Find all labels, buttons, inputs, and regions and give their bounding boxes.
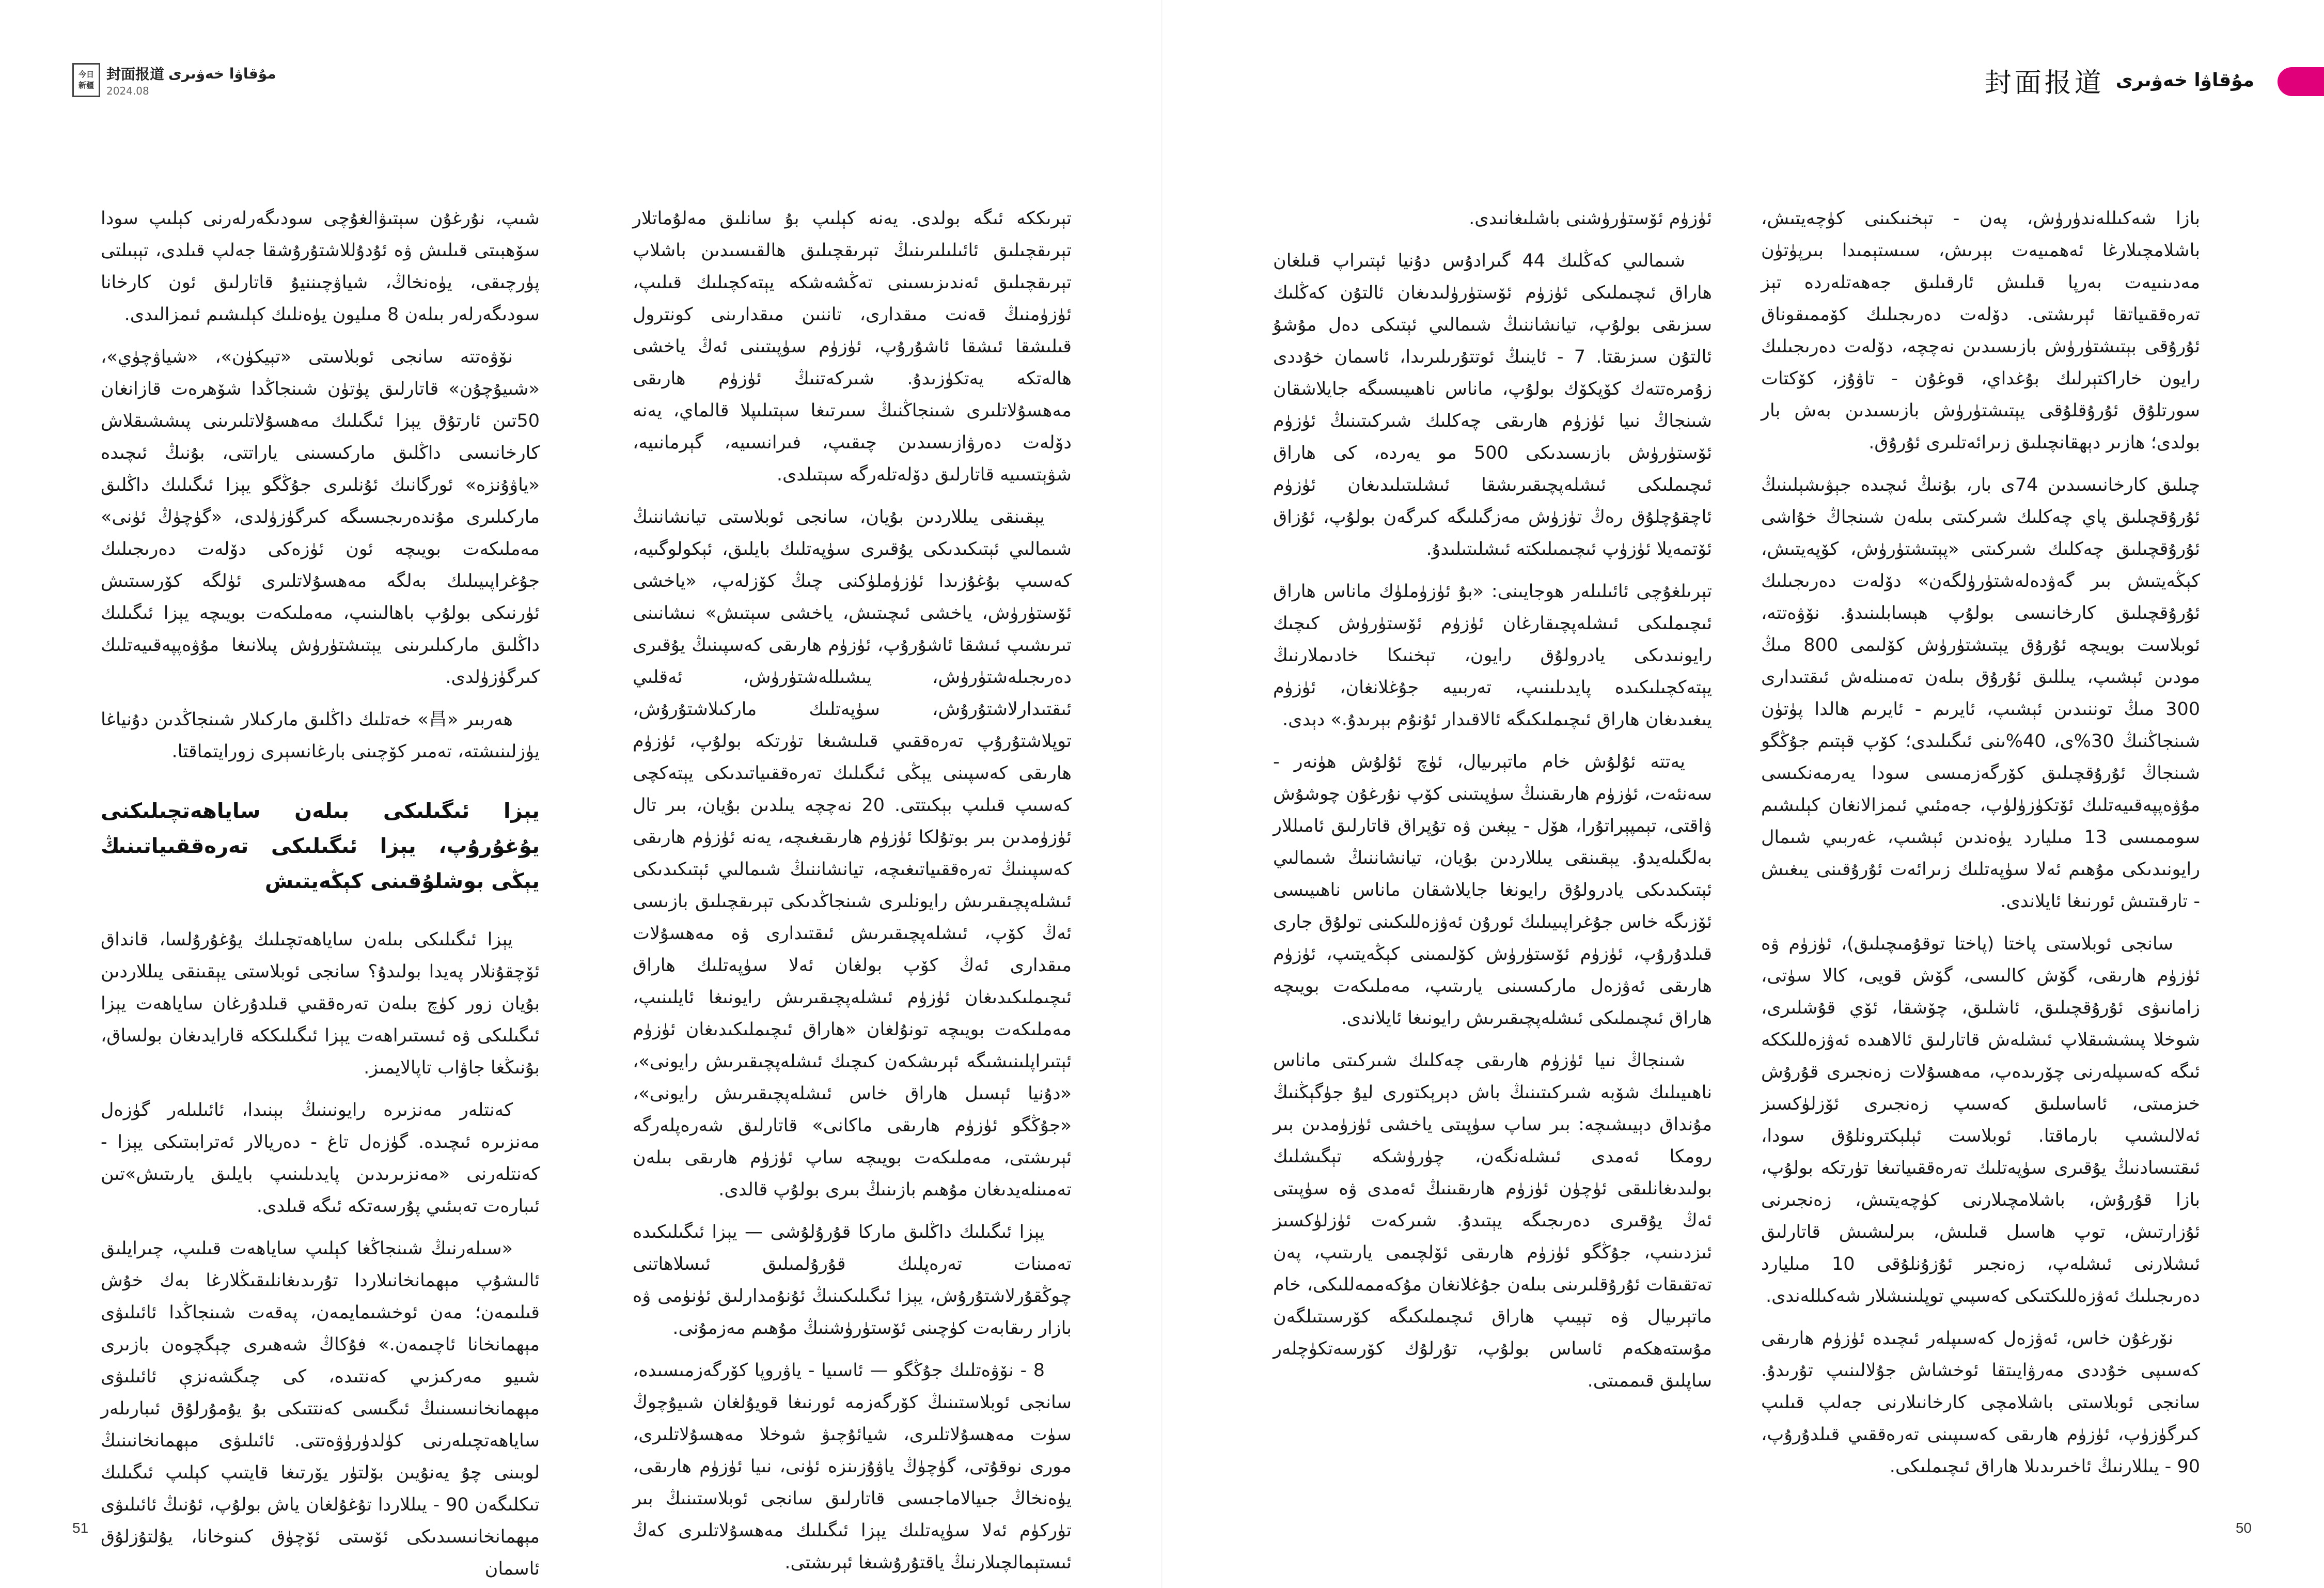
paragraph: نۆۋەتتە سانجى ئوبلاستى «تېيكۈن»، «شياۋچۈي»، «شىيۇچۇن» قاتارلىق پۈتۈن شىنجاڭدا شۆھرەت قازانغان 50تىن ئارتۇق يېزا ئىگىلىك مەھسۇلاتلىرىنى پىششىقلاش كارخانىسى داڭلىق ماركىسىنى ياراتتى، بۇنىڭ ئىچىدە «ياۋۇنزە» ئورگانىك ئۇنلىرى جۇڭگو يېزا ئىگىلىك داڭلىق ماركىلىرى مۇندەرىجىسىگە كىرگۈزۈلدى، «گۈچۈڭ ئۈنى» مەملىكەت بويىچە ئون ئۈزەكى دۆلەت دەرىجىلىك جۇغراپىيىلىك بەلگە مەھسۇلاتلىرى ئۈلگە كۆرسىتىش ئۈرنىكى بولۇپ باھالىنىپ، مەملىكەت بويىچە يېزا ئىگىلىك داڭلىق ماركىلىرىنى يېتىشتۈرۈش پىلانىغا مۇۋەپپەقىيەتلىك كىرگۈزۈلدى. [101,347,540,688]
section-tab-marker [2278,67,2324,96]
paragraph: ئۈزۈم ئۆستۈرۈشنى باشلىغانىدى. [1469,208,1712,229]
paragraph: يېقىنقى يىللاردىن بۇيان، سانجى ئوبلاستى تيانشاننىڭ شىمالىي ئېتىكىدىكى يۇقىرى سۈپەتلىك بايلىق، ئېكولوگىيە، كەسىپ بۇغۇزىدا ئۈزۈملۈكنى چىڭ كۆزلەپ، «ياخشى ئۆستۈرۈش، ياخشى ئىچىتىش، ياخشى سېتىش» نىشانىنى تىرىشىپ ئىشقا ئاشۇرۇپ، ئۈزۈم ھارىقى كەسپىنىڭ يۇقىرى دەرىجىلەشتۈرۈش، يىشىللەشتۈرۈش، ئەقلىي ئىقتىدارلاشتۇرۇش، سۈپەتلىك ماركىلاشتۇرۇش، توپلاشتۇرۇپ تەرەققىي قىلىشىغا تۈرتكە بولۇپ، ئۈزۈم ھارىقى كەسپىنى يېڭى ئىگىلىك تەرەققىياتىدىكى يېتەكچى كەسىپ قىلىپ بېكىتتى. 20 نەچچە يىلدىن بۇيان، بىر تال ئۈزۈمدىن بىر بوتۇلكا ئۈزۈم ھارىقىغىچە، يەنە ئۈزۈم ھارىقى كەسپىنىڭ تەرەققىياتىغىچە، تيانشاننىڭ شىمالىي ئېتىكىدىكى ئىشلەپچىقىرىش رايونلىرى شىنجاڭدىكى تېرىقچىلىق بازىسى ئەڭ كۆپ، ئىشلەپچىقىرىش ئىقتىدارى ۋە مەھسۇلات مىقدارى ئەڭ كۆپ بولغان ئەلا سۈپەتلىك ھاراق ئىچىملىكىدىغان ئۈزۈم ئىشلەپچىقىرىش رايونىغا ئايلىنىپ، مەملىكەت بويىچە تونۇلغان «ھاراق ئىچىملىكىدىغان ئۈزۈم ئېتىراپلىنىشىگە ئېرىشكەن كىچىك ئىشلەپچىقىرىش رايونى»، «دۇنيا ئېسىل ھاراق خاس ئىشلەپچىقىرىش رايونى»، «جۇڭگو ئۈزۈم ھارىقى ماكانى» قاتارلىق شەرەپلەرگە ئېرىشتى، مەملىكەت بويىچە ساپ ئۈزۈم ھارىقى بىلەن تەمىنلەيدىغان مۇھىم بازىنىڭ بىرى بولۇپ قالدى. [633,507,1072,1200]
section-heading: يېزا ئىگىلىكى بىلەن ساياھەتچىلىكنى يۇغۇرۇپ، يېزا ئىگىلىكى تەرەققىياتىنىڭ يېڭى بوشلۇقىنى كېڭەيتىش [101,799,540,893]
paragraph: سانجى ئوبلاستى پاختا (پاختا توقۇمىچىلىق)، ئۈزۈم ۋە ئۈزۈم ھارىقى، گۆش كالىسى، گۆش قويى، كالا سۈتى، زامانىۋى ئۇرۇقچىلىق، ئاشلىق، چۆشقا، ئۆي قۇشلىرى، شوخلا پىششىقلاپ ئىشلەش قاتارلىق ئالاھىدە ئەۋزەللىككە ئىگە كەسىپلەرنى چۆرىدەپ، مەھسۇلات زەنجىرى قۇرۇش خىزمىتى، ئاساسلىق كەسىپ زەنجىرى ئۆزلۈكسىز ئەلالىشىپ بارماقتا. ئوبلاست ئېلېكترونلۇق سودا، ئىقتىسادنىڭ يۇقىرى سۈپەتلىك تەرەققىياتىغا تۈرتكە بولۇپ، بازا قۇرۇش، باشلامچىلارنى كۈچەيتىش، زەنجىرنى ئۇزارتىش، توپ ھاسىل قىلىش، بىرلىشىش قاتارلىق ئىشلارنى ئىشلەپ، زەنجىر ئۇزۇنلۇقى 10 مىليارد دەرىجىلىك ئەۋزەللىكتىكى كەسپىي توپلىنىشلار شەكىللەندى. [1761,933,2200,1306]
paragraph: شىنجاڭ نىيا ئۈزۈم ھارىقى چەكلىك شىركىتى ماناس ناھىيىلىك شۆبە شىركىتىنىڭ باش دېرېكتورى ليۇ جۈگېڭنىڭ مۇنداق دېيىشىچە: بىر ساپ سۈپىتى ياخشى ئۈزۈمدىن بىر رومكا ئەمدى ئىشلەنگەن، چۈرۈشكە تېگىشلىك بولىدىغانلىقى ئۈچۈن ئۈزۈم ھارىقىنىڭ ئەمدى ۋە سۈپىتى ئەڭ يۇقىرى دەرىجىگە يېتىدۇ. شىركەت ئۈزلۈكسىز ئىزدىنىپ، جۇڭگو ئۈزۈم ھارىقى ئۆلچىمى يارىتىپ، پەن تەتقىقات ئۇرۇقلىرىنى بىلەن جۇغلانغان مۇكەممەللىكى، خام ماتېرىيال ۋە تېيىپ ھاراق ئىچىملىكىگە كۆرسىتىلگەن مۇستەھكەم ئاساس بولۇپ، تۇرلۇك كۆرسەتكۈچلەر ساپلىق قىممىتى. [1273,1050,1712,1391]
paragraph: شىمالىي كەڭلىك 44 گىرادۇس دۇنيا ئېتىراپ قىلغان ھاراق ئىچىملىكى ئۈزۈم ئۆستۈرۈلىدىغان ئالتۇن كەڭلىك سىزىقى بولۇپ، تيانشاننىڭ شىمالىي ئېتىكى دەل مۇشۇ ئالتۇن سىزىقتا. 7 - ئاينىڭ ئوتتۇرىلىرىدا، ئاسمان خۇددى زۇمرەتتەك كۆپكۆك بولۇپ، ماناس ناھىيىسىگە جايلاشقان شىنجاڭ نىيا ئۈزۈم ھارىقى چەكلىك شىركىتىنىڭ ئۈزۈم ئۆستۈرۈش بازىسىدىكى 500 مو يەردە، كى ھاراق ئىچىملىكى ئىشلەپچىقىرىشقا ئىشلىتىلىدىغان ئۈزۈم ئاچقۇچلۇق رەڭ تۈزۈش مەزگىلىگە كىرگەن بولۇپ، ئۇزاق ئۆتمەيلا ئۈزۈپ ئىچىمىلىكتە ئىشلىتىلىدۇ. [1273,251,1712,559]
paragraph: يېزا ئىگىلىك داڭلىق ماركا قۇرۇلۇشى — يېزا ئىگىلىكىدە تەمىنات تەرەپلىك قۇرۇلمىلىق ئىسلاھاتنى چوڭقۇرلاشتۇرۇش، يېزا ئىگىلىكىنىڭ ئۇنۇمدارلىق ئۈنۈمى ۋە بازار رىقابەت كۈچىنى ئۆستۈرۈشنىڭ مۇھىم مەزمۇنى. [633,1222,1072,1338]
right-section-name-chinese: 封面报道 [1984,68,2105,99]
article-column-3 [633,203,1072,1573]
paragraph: كەنتلەر مەنزىرە رايونىنىڭ بېنىدا، ئائىلىلەر گۈزەل مەنزىرە ئىچىدە. گۈزەل تاغ - دەريالار ئەترابىتىكى يېزا - كەنتلەرنى «مەنزىرىدىن پايدىلىنىپ بايلىق يارىتىش»تىن ئىبارەت تەبىئىي پۇرسەتكە ئىگە قىلدى. [101,1100,540,1217]
page-number-right: 50 [2235,1520,2252,1536]
logo-line-1: 今日 [78,70,94,79]
paragraph: يەتتە ئۇلۇش خام ماتېرىيال، ئۈچ ئۇلۇش ھۈنەر - سەنئەت، ئۈزۈم ھارىقىنىڭ سۈپىتىنى كۆپ نۇرغۇن چوشۇش ۋاقتى، تېمپېراتۇرا، ھۆل - يېغىن ۋە تۇپراق قاتارلىق ئامىللار بەلگىلەيدۇ. يېقىنقى يىللاردىن بۇيان، تيانشاننىڭ شىمالىي ئېتىكىدىكى يادرولۇق رايونغا جايلاشقان ماناس ناھىيىسى ئۆزىگە خاس جۇغراپىيىلىك ئورۇن ئەۋزەللىكىنى تولۇق جارى قىلدۇرۇپ، ئۈزۈم ئۆستۈرۈش كۆلىمىنى كېڭەيتىپ، ئۈزۈم ھارىقى ئەۋزەل ماركىسىنى يارىتىپ، مەملىكەت بويىچە ھاراق ئىچىملىكى ئىشلەپچىقىرىش رايونىغا ئايلاندى. [1273,752,1712,1029]
paragraph: ھەربىر «昌» خەتلىك داڭلىق ماركىلار شىنجاڭدىن دۇنياغا يۈزلىنىشتە، تەمىر كۆچىنى بارغانسېرى زورايتماقتا. [101,709,540,762]
section-name-uyghur: مۇقاۋا خەۋىرى [168,65,276,82]
issue-date: 2024.08 [106,85,149,97]
article-column-1 [1761,203,2200,1499]
section-name-chinese: 封面报道 [106,66,165,83]
paragraph: بازا شەكىللەندۈرۈش، پەن - تېخنىكىنى كۈچەيتىش، باشلامچىلارغا ئەھمىيەت بېرىش، سىستېمىدا بىرپۈتۈن مەدىنىيەت بەرپا قىلىش ئارقىلىق جەھەتلەردە تېز تەرەققىياتقا ئېرىشتى. دۆلەت دەرىجىلىك كۆممىقوناق ئۇرۇقى بېتىشتۈرۈش بازىسىدىن نەچچە، دۆلەت دەرىجىلىك رايون خاراكتېرلىك بۇغداي، قوغۇن - تاۋۇز، كۆكتات سورتلۇق ئۇرۇقلۇقى يېتىشتۈرۈش بازىسىدىن بەش بار بولدى؛ ھازىر دېھقانچىلىق زىرائەتلىرى ئۇرۇق. [1761,208,2200,453]
article-column-4 [101,203,540,1579]
paragraph: چىلىق كارخانىسىدىن 74ى بار، بۇنىڭ ئىچىدە جېۋىشېلىنىڭ ئۇرۇقچىلىق پاي چەكلىك شىركىتى بىلەن شىنجاڭ خۇاشى ئۇرۇقچىلىق چەكلىك شىركىتى «پېتىشتۈرۈش، كۆپەيتىش، كېڭەيتىش بىر گەۋدەلەشتۈرۈلگەن» دۆلەت دەرىجىلىك ئۇرۇقچىلىق كارخانىسى بولۇپ ھېسابلىنىدۇ. نۆۋەتتە، ئوبلاست بويىچە ئۇرۇق يېتىشتۈرۈش كۆلىمى 800 مىڭ مودىن ئېشىپ، يىللىق ئۇرۇق بىلەن تەمىنلەش ئىقتىدارى 300 مىڭ توننىدىن ئېشىپ، ئايرىم - ئايرىم ھالدا پۈتۈن شىنجاڭنىڭ 30%ى، 40%ىنى ئىگىلىدى؛ كۆپ قېتىم جۇڭگو شىنجاڭ ئۇرۇقچىلىق كۆرگەزمىسى سودا يەرمەنكىسى مۇۋەپپەقىيەتلىك ئۆتكۈزۈلۈپ، جەمئىي ئىمزالانغان كېلىشىم سوممىسى 13 مىليارد يۈەندىن ئېشىپ، غەربىي شىمال رايونىدىكى مۇھىم ئەلا سۈپەتلىك زىرائەت ئۇرۇقىنى يىغىش - تارقىتىش ئورنىغا ئايلاندى. [1761,475,2201,912]
page-number-left: 51 [72,1520,89,1536]
logo-line-2: 新疆 [78,81,94,90]
paragraph: يېزا ئىگىلىكى بىلەن ساياھەتچىلىك يۇغۇرۇلسا، قانداق ئۆچقۇنلار پەيدا بولىدۇ؟ سانجى ئوبلاستى يېقىنقى يىللاردىن بۇيان زور كۈچ بىلەن تەرەققىي قىلدۇرغان ساياھەت يېزا ئىگىلىكى ۋە ئىستىراھەت يېزا ئىگىلىككە قارايدىغان بولساق، بۇنىڭغا جاۋاب تاپالايمىز. [101,929,540,1078]
paragraph: 8 - نۆۋەتلىك جۇڭگو — ئاسىيا - ياۋروپا كۆرگەزمىسىدە، سانجى ئوبلاستىنىڭ كۆرگەزمە ئورنىغا قويۇلغان شىيۇچوڭ سۈت مەھسۇلاتلىرى، شيائۇچىۋ شوخلا مەھسۇلاتلىرى، مورى نوقۇتى، گۈچۈڭ ياۋۇزىنزە ئۈنى، نىيا ئۈزۈم ھارىقى، يۈەنخاڭ جىيالاماجىسى قاتارلىق سانجى ئوبلاستىنىڭ بىر تۈركۈم ئەلا سۈپەتلىك يېزا ئىگىلىك مەھسۇلاتلىرى كەڭ ئىستېمالچىلارنىڭ ياقتۇرۇشىغا ئېرىشتى. [633,1360,1072,1573]
paragraph: شىپ، نۇرغۇن سېتىۋالغۇچى سودىگەرلەرنى كېلىپ سودا سۆھبىتى قىلىش ۋە ئۇدۇللاشتۇرۇشقا جەلپ قىلدى، تېبىلتى پۈرچىقى، يۈەنخاڭ، شياۋچىننيۇ قاتارلىق ئون كارخانا سودىگەرلەر بىلەن 8 مىليون يۈەنلىك كېلىشىم ئىمزالىدى. [101,208,540,325]
paragraph: تېرىككە ئىگە بولدى. يەنە كېلىپ بۇ سانلىق مەلۇماتلار تېرىقچىلىق ئائىلىلىرىنىڭ تېرىقچىلىق ھالقىسىدىن باشلاپ تېرىقچىلىق ئەندىزىسىنى تەڭشەشكە يېتەكچىلىك قىلىپ، ئۈزۈمنىڭ قەنت مىقدارى، تاننىن مىقدارىنى كونترول قىلىشقا ئىشقا ئاشۇرۇپ، ئۈزۈم سۈپىتىنى ئەڭ ياخشى ھالەتكە يەتكۈزىدۇ. شىركەتنىڭ ئۈزۈم ھارىقى مەھسۇلاتلىرى شىنجاڭنىڭ سىرتىغا سېتىلىپلا قالماي، يەنە دۆلەت دەرۋازىسىدىن چىقىپ، فىرانسىيە، گېرمانىيە، شۋېتسىيە قاتارلىق دۆلەتلەرگە سېتىلدى. [633,208,1072,485]
right-section-name-uyghur: مۇقاۋا خەۋىرى [2115,70,2254,91]
paragraph: نۆرغۇن خاس، ئەۋزەل كەسىپلەر ئىچىدە ئۈزۈم ھارىقى كەسىپى خۇددى مەرۋايىتقا ئوخشاش جۇلالىنىپ تۇرىدۇ. سانجى ئوبلاستى باشلامچى كارخانىلارنى جەلپ قىلىپ كىرگۈزۈپ، ئۈزۈم ھارىقى كەسىپىنى تەرەققىي قىلدۇرۇپ، 90 - يىللارنىڭ ئاخىرىدىلا ھاراق ئىچىملىكى. [1761,1328,2200,1477]
right-header [1985,61,2254,100]
left-header [72,63,276,104]
paragraph: «سىلەرنىڭ شىنجاڭغا كېلىپ ساياھەت قىلىپ، چىرايلىق ئالىشۇپ مېھمانخانىلاردا تۇرىدىغانلىقىڭلارغا بەك خۇش قىلىمەن؛ مەن ئوخشىمايمەن، پەقەت شىنجاڭدا ئائىلىۋى مېھمانخانا ئاچىمەن.» فۇكاڭ شەھىرى چېگچوەن بازىرى شىيو مەركىزىي كەنتىدە، كى چىگشەنزې ئائىلىۋى مېھمانخانىسىنىڭ ئىگىسى كەنتتىكى بۇ يۇمۇرلۇق ئىبارىلەر ساياھەتچىلەرنى كۈلدۈرۈۋەتتى. ئائىلىۋى مېھمانخانىنىڭ لوبىنى چۇ يەنۇيىن بۆلتۈر يۆرتىغا قايتىپ كېلىپ ئىگىلىك تىكلىگەن 90 - يىللاردا تۇغۇلغان ياش بولۇپ، ئۇنىڭ ئائىلىۋى مېھمانخانىسىدىكى ئۆستى ئۆچۈق كىنوخانا، يۇلتۇزلۇق ئاسمان [101,1238,540,1579]
section-label-row [106,63,276,84]
article-column-2 [1273,203,1712,1499]
section-label-box [106,63,276,97]
page-gutter [1161,0,1163,1588]
paragraph: تېرىلغۇچى ئائىلىلەر ھوجايىنى: «بۇ ئۈزۈملۈك ماناس ھاراق ئىچىملىكى ئىشلەپچىقارغان ئۈزۈم ئۆستۈرۈش كىچىك رايونىدىكى يادرولۇق رايون، تېخنىكا خادىملارنىڭ يېتەكچىلىكىدە پايدىلىنىپ، تەربىيە جۇغلانغان، ئۈزۈم يىغىدىغان ھاراق ئىچىملىكىگە ئالاقىدار ئۇنۇم بېرىدۇ.» دېدى. [1273,581,1712,730]
magazine-logo [72,63,100,97]
